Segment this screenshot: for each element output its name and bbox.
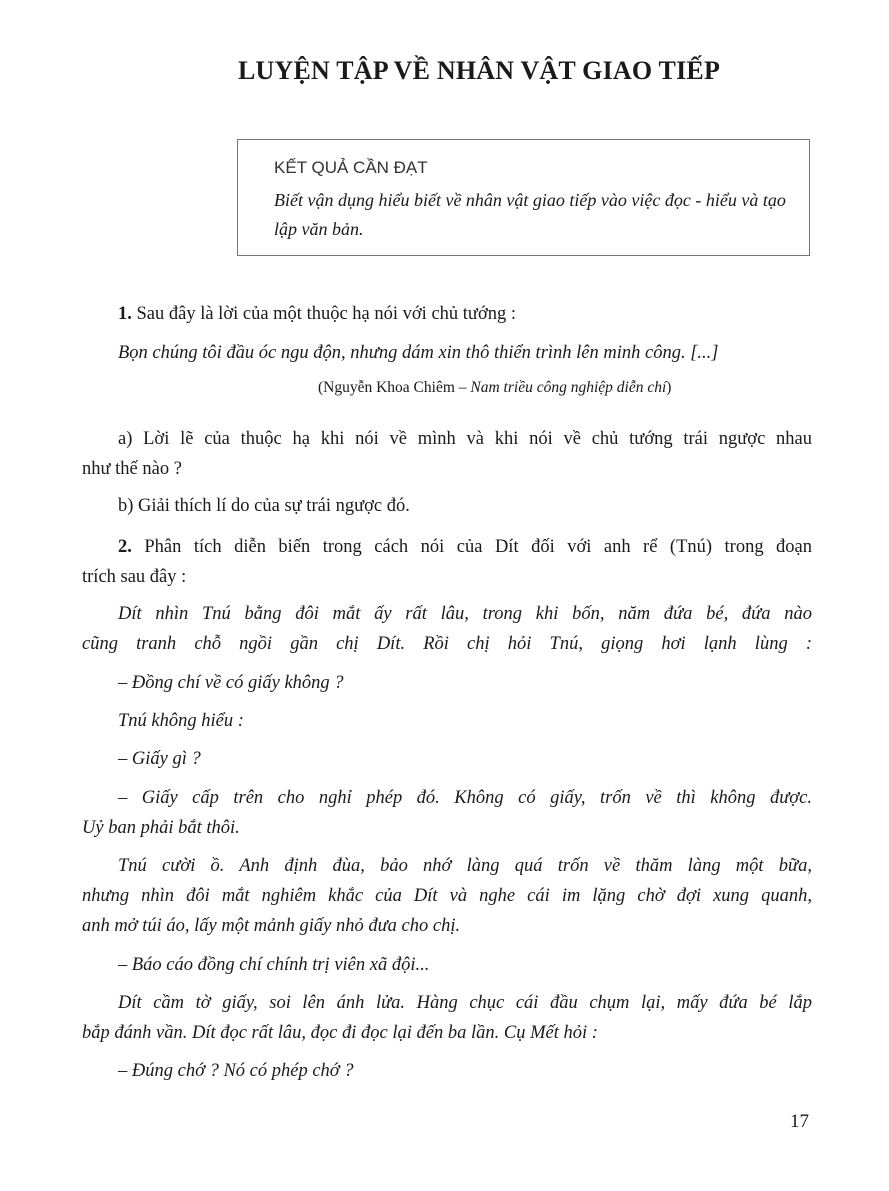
page-number: 17: [790, 1111, 809, 1132]
excerpt-line: – Đúng chớ ? Nó có phép chớ ?: [118, 1061, 354, 1081]
excerpt-line: Tnú cười ồ. Anh định đùa, bảo nhớ làng quá trốn về thăm làng một bữa,: [118, 856, 812, 876]
excerpt-line: Uỷ ban phải bắt thôi.: [82, 818, 240, 838]
excerpt-line: Dít cầm tờ giấy, soi lên ánh lửa. Hàng chục cái đầu chụm lại, mấy đứa bé lắp: [118, 993, 812, 1013]
citation-work: Nam triều công nghiệp diễn chí: [470, 379, 667, 396]
goal-text: Biết vận dụng hiểu biết về nhân vật giao tiếp vào việc đọc - hiểu và tạo lập văn bản.: [274, 190, 786, 239]
question-a-line-1: a) Lời lẽ của thuộc hạ khi nói về mình và khi nói về chủ tướng trái ngược nhau: [118, 429, 812, 449]
learning-goals-box: [237, 139, 810, 256]
exercise-2-number: 2.: [118, 537, 132, 557]
excerpt-line: anh mở túi áo, lấy một mảnh giấy nhỏ đưa cho chị.: [82, 916, 461, 936]
goal-label: KẾT QUẢ CẦN ĐẠT: [274, 158, 428, 177]
excerpt-line: – Đồng chí về có giấy không ?: [118, 673, 344, 693]
page-title: LUYỆN TẬP VỀ NHÂN VẬT GIAO TIẾP: [238, 56, 721, 85]
exercise-2-prompt-line-1: [118, 533, 812, 562]
exercise-2-prompt-text: Phân tích diễn biến trong cách nói của Dít đối với anh rể (Tnú) trong đoạn: [144, 537, 813, 557]
question-b: b) Giải thích lí do của sự trái ngược đó.: [118, 496, 410, 516]
excerpt-line: – Giấy gì ?: [118, 749, 201, 769]
question-a-line-2: như thế nào ?: [82, 459, 182, 479]
citation-close: ): [666, 379, 672, 396]
exercise-1-prompt: [118, 300, 812, 329]
excerpt-line: Dít nhìn Tnú bằng đôi mắt ấy rất lâu, trong khi bốn, năm đứa bé, đứa nào: [118, 604, 812, 624]
exercise-1-number: 1.: [118, 304, 132, 324]
exercise-2-prompt-line-2: trích sau đây :: [82, 567, 187, 587]
excerpt-line: cũng tranh chỗ ngồi gần chị Dít. Rồi chị hỏi Tnú, giọng hơi lạnh lùng :: [82, 634, 812, 654]
excerpt-line: bắp đánh vần. Dít đọc rất lâu, đọc đi đọc lại đến ba lần. Cụ Mết hỏi :: [82, 1023, 598, 1043]
exercise-1-prompt-text: Sau đây là lời của một thuộc hạ nói với chủ tướng :: [136, 304, 517, 324]
excerpt-line: nhưng nhìn đôi mắt nghiêm khắc của Dít và nghe cái im lặng chờ đợi xung quanh,: [82, 886, 812, 906]
excerpt-line: – Giấy cấp trên cho nghỉ phép đó. Không có giấy, trốn về thì không được.: [118, 788, 812, 808]
excerpt-line: – Báo cáo đồng chí chính trị viên xã đội...: [118, 955, 430, 975]
exercise-1-quote: Bọn chúng tôi đầu óc ngu độn, nhưng dám xin thô thiển trình lên minh công. [...]: [118, 343, 719, 363]
exercise-1-citation: [318, 379, 671, 397]
excerpt-line: Tnú không hiểu :: [118, 711, 244, 731]
citation-author: (Nguyễn Khoa Chiêm –: [318, 379, 467, 396]
